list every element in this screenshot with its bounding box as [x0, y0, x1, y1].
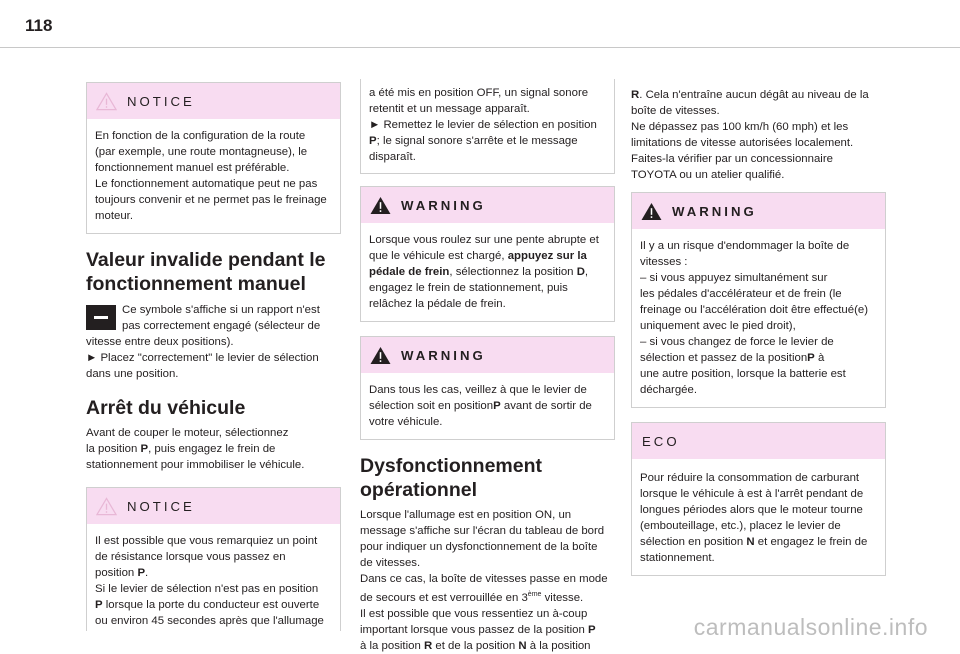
text-line: a été mis en position OFF, un signal sonore [369, 87, 589, 99]
text-line: Avant de couper le moteur, sélectionnez [86, 427, 289, 439]
text-line: Pour réduire la consommation de carburant [640, 472, 860, 484]
warning-title: WARNING [401, 347, 486, 363]
warning-body [361, 373, 614, 439]
notice-box [86, 487, 341, 631]
text-line: vitesses : [640, 256, 688, 268]
text-line: Dans ce cas, la boîte de vitesses passe en mode [360, 573, 608, 585]
text-line: position P. [95, 567, 149, 579]
text-line: Ce symbole s'affiche si un rapport n'est [122, 304, 320, 316]
eco-body [632, 459, 885, 575]
text-line: que le véhicule est chargé, appuyez sur la [369, 250, 587, 262]
paragraph [631, 87, 886, 183]
warning-triangle-icon [641, 202, 662, 221]
paragraph [360, 507, 615, 654]
warning-title: WARNING [672, 203, 757, 219]
text-line: En fonction de la configuration de la route [95, 130, 306, 142]
text-line: – si vous appuyez simultanément sur [640, 272, 828, 284]
text-line: ► Placez "correctement" le levier de sélection [86, 352, 319, 364]
text-line: sélection soit en positionP avant de sortir de [369, 400, 592, 412]
text-line: Si le levier de sélection n'est pas en position [95, 583, 319, 595]
text-line: Il est possible que vous remarquiez un point [95, 535, 318, 547]
eco-title: ECO [642, 433, 680, 449]
notice-title: NOTICE [127, 93, 195, 109]
text-line: déchargée. [640, 384, 697, 396]
warning-box [631, 192, 886, 408]
heading-line: Dysfonctionnement [360, 455, 543, 477]
text-line: limitations de vitesse autorisées localement. [631, 137, 854, 149]
text-line: P lorsque la porte du conducteur est ouverte [95, 599, 320, 611]
warning-body [361, 223, 614, 321]
text-line: les pédales d'accélérateur et de frein (le [640, 288, 842, 300]
notice-body [87, 119, 340, 233]
notice-header [87, 488, 340, 524]
notice-box [86, 82, 341, 234]
section-heading [86, 248, 341, 296]
notice-title: NOTICE [127, 498, 195, 514]
warning-triangle-icon [370, 346, 391, 365]
warning-header [361, 187, 614, 223]
text-line: ► Remettez le levier de sélection en position [369, 119, 597, 131]
eco-header [632, 423, 885, 459]
heading-line: fonctionnement manuel [86, 273, 306, 295]
warning-box [360, 336, 615, 440]
caution-triangle-icon [96, 92, 117, 111]
notice-body [361, 79, 614, 173]
text-line: important lorsque vous passez de la position P [360, 624, 596, 636]
section-heading: Arrêt du véhicule [86, 397, 246, 419]
section-heading [360, 454, 615, 502]
text-line: lorsque le véhicule à est à l'arrêt pendant de [640, 488, 864, 500]
column-1 [86, 79, 341, 631]
text-line: Il y a un risque d'endommager la boîte de [640, 240, 850, 252]
text-line: pas correctement engagé (sélecteur de [122, 320, 321, 332]
text-line: message s'affiche sur l'écran du tableau de bord [360, 525, 605, 537]
text-line: Il est possible que vous ressentiez un à-coup [360, 608, 588, 620]
text-line: sélection en position N et engagez le frein de [640, 536, 868, 548]
warning-body [632, 229, 885, 407]
warning-header [361, 337, 614, 373]
text-line: sélection et passez de la positionP à [640, 352, 825, 364]
text-line: la position P, puis engagez le frein de [86, 443, 276, 455]
text-line: Ne dépassez pas 100 km/h (60 mph) et les [631, 121, 849, 133]
text-line: (par exemple, une route montagneuse), le [95, 146, 308, 158]
text-line: à la position R et de la position N à la position [360, 640, 591, 652]
text-line: R. Cela n'entraîne aucun dégât au niveau de la [631, 89, 869, 101]
text-line: Faites-la vérifier par un concessionnaire [631, 153, 833, 165]
page-number: 118 [25, 16, 53, 35]
warning-title: WARNING [401, 197, 486, 213]
text-line: de résistance lorsque vous passez en [95, 551, 286, 563]
text-line: retentit et un message apparaît. [369, 103, 530, 115]
paragraph [86, 425, 341, 473]
paragraph [86, 302, 341, 382]
column-2 [360, 79, 615, 654]
text-line: ou environ 45 secondes après que l'allumage [95, 615, 324, 627]
text-line: stationnement pour immobiliser le véhicule. [86, 459, 305, 471]
text-line: dans une position. [86, 368, 179, 380]
text-line: pour indiquer un dysfonctionnement de la boîte [360, 541, 598, 553]
warning-box [360, 186, 615, 322]
header-divider [0, 47, 960, 48]
text-line: stationnement. [640, 552, 715, 564]
text-line: toujours convenir et ne permet pas le freinage [95, 194, 327, 206]
text-line: – si vous changez de force le levier de [640, 336, 834, 348]
text-line: de secours et est verrouillée en 3ème vitesse. [360, 591, 584, 604]
text-line: une autre position, lorsque la batterie est [640, 368, 846, 380]
text-line: Dans tous les cas, veillez à que le levier de [369, 384, 587, 396]
notice-continuation-box [360, 79, 615, 174]
text-line: de vitesses. [360, 557, 421, 569]
text-line: TOYOTA ou un atelier qualifié. [631, 169, 785, 181]
heading-line: Valeur invalide pendant le [86, 249, 326, 271]
text-line: Le fonctionnement automatique peut ne pas [95, 178, 318, 190]
text-line: fonctionnement manuel est préférable. [95, 162, 290, 174]
text-line: moteur. [95, 210, 133, 222]
text-line: freinage ou l'accélération doit être effectué(e) [640, 304, 869, 316]
column-3 [631, 87, 886, 576]
watermark: carmanualsonline.info [693, 614, 928, 640]
notice-body [87, 524, 340, 631]
text-line: boîte de vitesses. [631, 105, 720, 117]
text-line: P; le signal sonore s'arrête et le message [369, 135, 578, 147]
eco-box [631, 422, 886, 576]
text-line: Lorsque vous roulez sur une pente abrupte et [369, 234, 599, 246]
text-line: (embouteillage, etc.), placez le levier de [640, 520, 841, 532]
text-line: pédale de frein, sélectionnez la position D, [369, 266, 589, 278]
text-line: engagez le frein de stationnement, puis [369, 282, 568, 294]
notice-header [87, 83, 340, 119]
text-line: votre véhicule. [369, 416, 443, 428]
warning-triangle-icon [370, 196, 391, 215]
caution-triangle-icon [96, 497, 117, 516]
text-line: Lorsque l'allumage est en position ON, un [360, 509, 572, 521]
text-line: uniquement avec le pied droit), [640, 320, 796, 332]
text-line: vitesse entre deux positions). [86, 336, 234, 348]
text-line: relâchez la pédale de frein. [369, 298, 506, 310]
text-line: disparaît. [369, 151, 416, 163]
heading-line: opérationnel [360, 479, 478, 501]
text-line: longues périodes alors que le moteur tourne [640, 504, 863, 516]
warning-header [632, 193, 885, 229]
gear-invalid-icon [86, 305, 116, 330]
